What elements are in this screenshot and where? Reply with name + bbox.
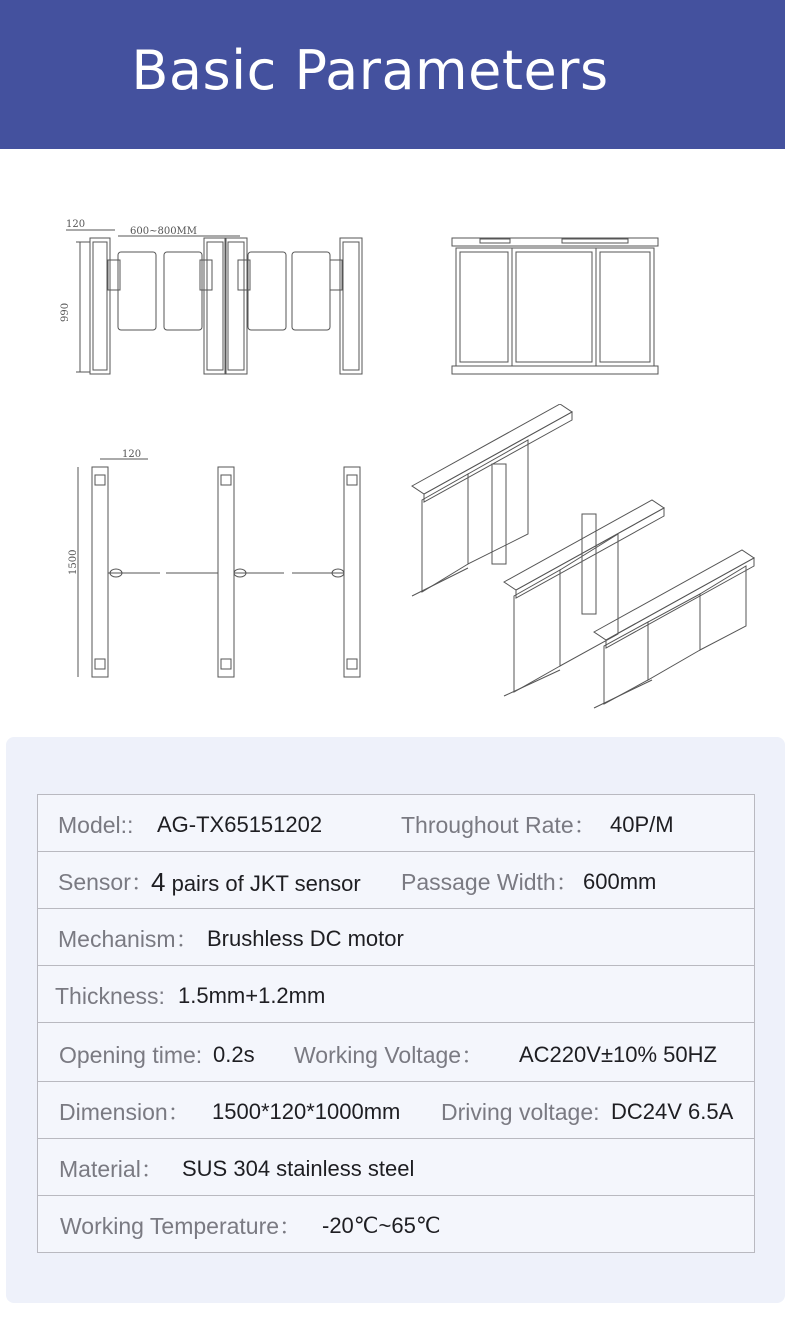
label-mechanism: Mechanism： [58, 926, 199, 952]
spec-row-material [38, 1139, 754, 1196]
spec-row-mechanism [38, 909, 754, 966]
value-throughout-rate: 40P/M [610, 812, 674, 837]
top-view-drawing [60, 445, 370, 685]
dim-label-120-top: 120 [122, 449, 142, 460]
label-material: Material： [59, 1156, 164, 1182]
label-dimension: Dimension： [59, 1099, 191, 1125]
spec-row-sensor [38, 852, 754, 909]
value-sensor-text: pairs of JKT sensor [165, 871, 361, 896]
value-material: SUS 304 stainless steel [182, 1156, 415, 1181]
value-mechanism: Brushless DC motor [207, 926, 404, 951]
value-passage-width: 600mm [583, 869, 657, 894]
spec-row-working-temperature [38, 1196, 754, 1253]
label-opening-time: Opening time: [59, 1042, 203, 1068]
dim-label-990: 990 [60, 302, 71, 322]
spec-row-model [38, 795, 754, 852]
value-working-temperature: -20℃~65℃ [322, 1213, 441, 1238]
value-model: AG-TX65151202 [157, 812, 323, 837]
label-passage-width: Passage Width： [401, 869, 579, 895]
value-sensor-count: 4 [151, 867, 166, 897]
side-view-drawing [450, 234, 662, 379]
value-working-voltage: AC220V±10% 50HZ [519, 1042, 717, 1067]
label-driving-voltage: Driving voltage: [441, 1099, 600, 1125]
label-working-voltage: Working Voltage： [294, 1042, 485, 1068]
dim-label-1500: 1500 [68, 549, 79, 575]
technical-drawings [0, 190, 785, 730]
spec-row-opening-time [38, 1025, 754, 1082]
spec-row-dimension [38, 1082, 754, 1139]
label-thickness: Thickness: [55, 983, 165, 1009]
spec-table [37, 794, 755, 1253]
header-banner [0, 0, 785, 149]
front-view-drawing [60, 212, 370, 382]
value-opening-time: 0.2s [213, 1042, 255, 1067]
label-model: Model:: [58, 812, 134, 838]
dim-label-span: 600~800MM [130, 226, 198, 237]
value-dimension: 1500*120*1000mm [212, 1099, 401, 1124]
label-sensor: Sensor： [58, 869, 154, 895]
spec-row-thickness [38, 966, 754, 1023]
isometric-view-drawing [408, 404, 758, 714]
value-sensor [151, 852, 361, 909]
value-driving-voltage: DC24V 6.5A [611, 1099, 734, 1124]
page-title: Basic Parameters [131, 39, 609, 102]
label-working-temperature: Working Temperature： [60, 1213, 303, 1239]
dim-label-120: 120 [66, 219, 86, 230]
label-throughout-rate: Throughout Rate： [401, 812, 597, 838]
value-thickness: 1.5mm+1.2mm [178, 983, 326, 1008]
